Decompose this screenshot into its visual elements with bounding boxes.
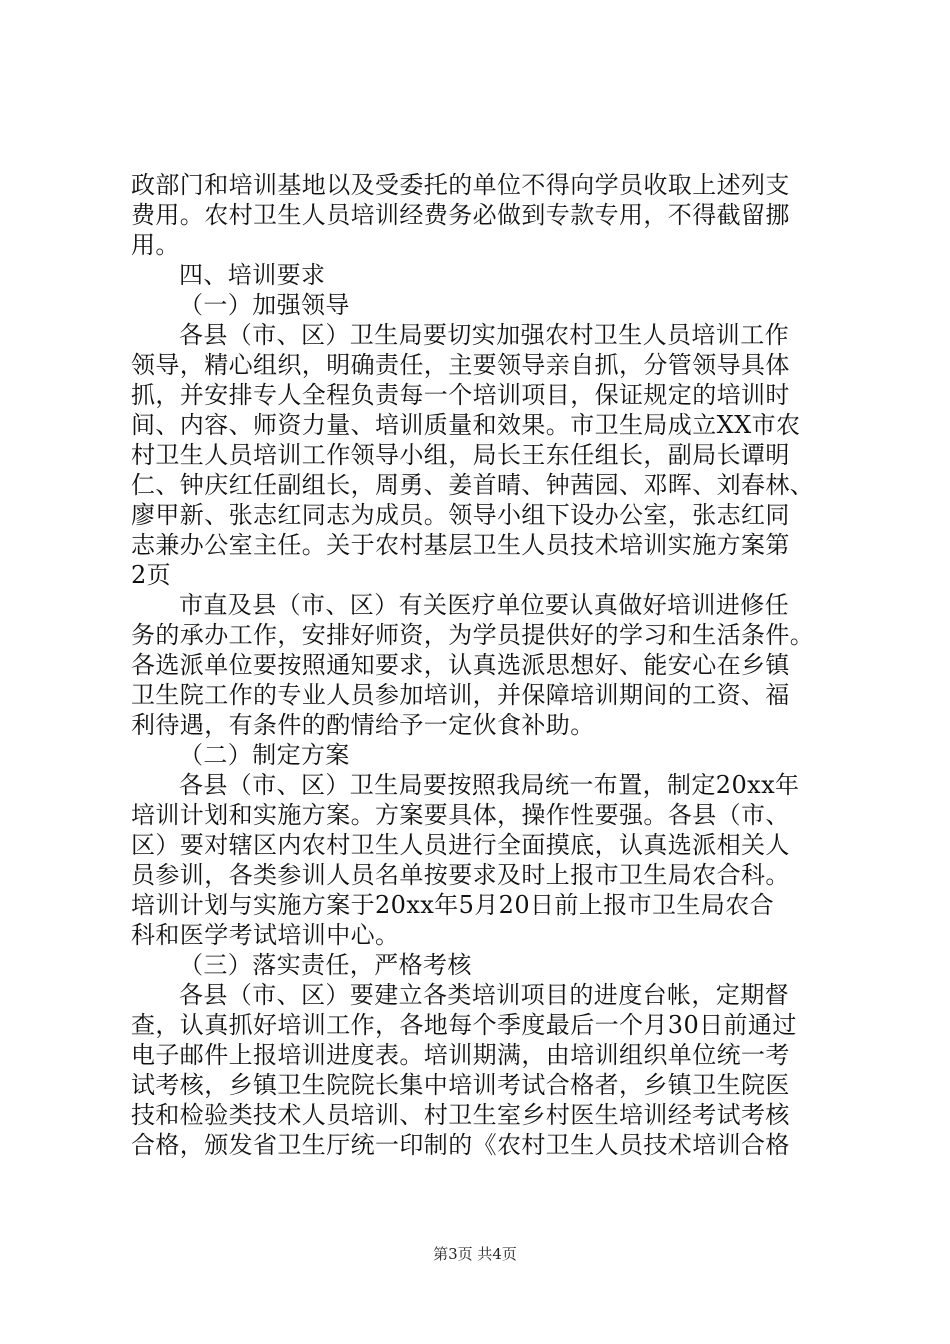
body-line: 抓，并安排专人全程负责每一个培训项目，保证规定的培训时 [131,381,790,409]
body-line: 培训计划和实施方案。方案要具体，操作性要强。各县（市、 [131,801,790,829]
body-line: 仁、钟庆红任副组长，周勇、姜首晴、钟茜园、邓晖、刘春林、 [131,471,815,499]
body-line: 技和检验类技术人员培训、村卫生室乡村医生培训经考试考核 [131,1101,790,1129]
body-line: 各县（市、区）要建立各类培训项目的进度台帐，定期督 [179,981,789,1009]
subsection-heading: （一）加强领导 [179,291,350,319]
body-line: 卫生院工作的专业人员参加培训，并保障培训期间的工资、福 [131,681,790,709]
body-line: 区）要对辖区内农村卫生人员进行全面摸底，认真选派相关人 [131,831,790,859]
body-line: 各县（市、区）卫生局要切实加强农村卫生人员培训工作 [179,321,789,349]
body-line: 费用。农村卫生人员培训经费务必做到专款专用，不得截留挪 [131,201,790,229]
body-line: 政部门和培训基地以及受委托的单位不得向学员收取上述列支 [131,171,790,199]
subsection-heading: （二）制定方案 [179,741,350,769]
body-line: 员参训，各类参训人员名单按要求及时上报市卫生局农合科。 [131,861,790,889]
body-line: 村卫生人员培训工作领导小组，局长王东任组长，副局长谭明 [131,441,790,469]
body-line: 领导，精心组织，明确责任，主要领导亲自抓，分管领导具体 [131,351,790,379]
body-line: 各选派单位要按照通知要求，认真选派思想好、能安心在乡镇 [131,651,790,679]
body-line: 各县（市、区）卫生局要按照我局统一布置，制定20xx年 [179,771,800,799]
body-line: 试考核，乡镇卫生院院长集中培训考试合格者，乡镇卫生院医 [131,1071,790,1099]
body-line: 务的承办工作，安排好师资，为学员提供好的学习和生活条件。 [131,621,815,649]
section-heading: 四、培训要求 [179,261,326,289]
body-line: 电子邮件上报培训进度表。培训期满，由培训组织单位统一考 [131,1041,790,1069]
body-line: 用。 [131,231,180,259]
document-body [131,170,831,1160]
body-line: 廖甲新、张志红同志为成员。领导小组下设办公室，张志红同 [131,501,790,529]
body-line: 合格，颁发省卫生厅统一印制的《农村卫生人员技术培训合格 [131,1131,790,1159]
body-line: 间、内容、师资力量、培训质量和效果。市卫生局成立XX市农 [131,411,801,439]
body-line: 科和医学考试培训中心。 [131,921,400,949]
body-line: 利待遇，有条件的酌情给予一定伙食补助。 [131,711,595,739]
body-line: 培训计划与实施方案于20xx年5月20日前上报市卫生局农合 [131,891,775,919]
body-line: 志兼办公室主任。关于农村基层卫生人员技术培训实施方案第 [131,531,790,559]
body-line: 查，认真抓好培训工作，各地每个季度最后一个月30日前通过 [131,1011,797,1039]
body-line: 2页 [131,561,172,589]
page-footer: 第3页 共4页 [433,1245,517,1263]
body-line: 市直及县（市、区）有关医疗单位要认真做好培训进修任 [179,591,789,619]
subsection-heading: （三）落实责任，严格考核 [179,951,472,979]
